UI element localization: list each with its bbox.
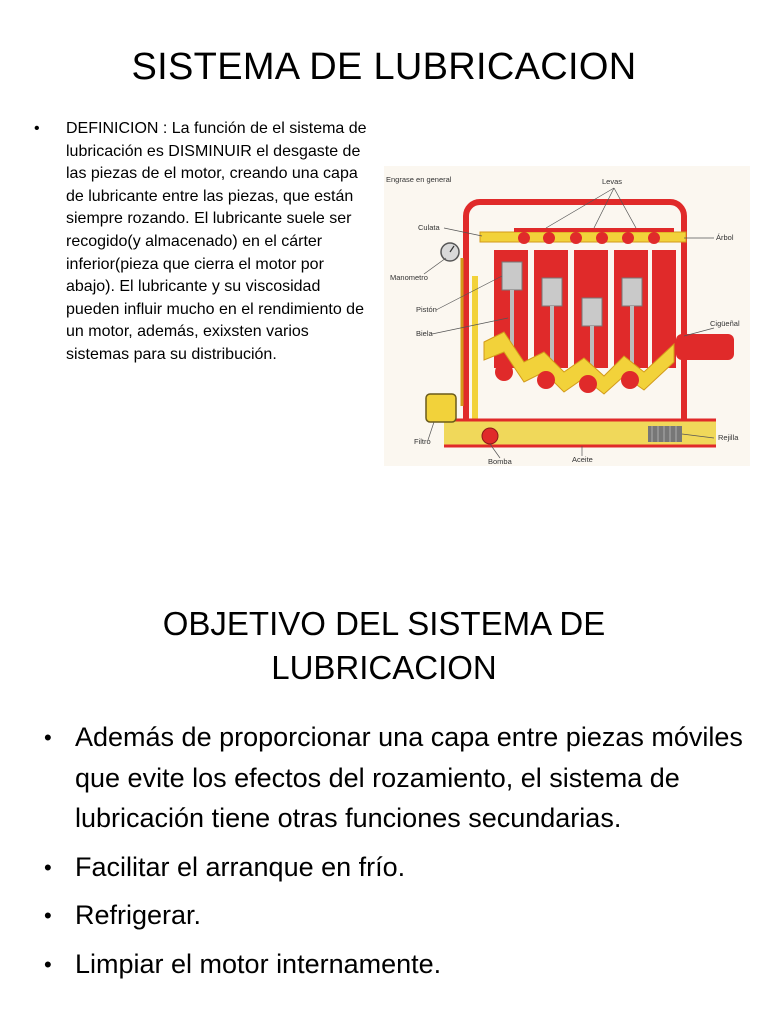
label-piston: Pistón bbox=[416, 305, 437, 314]
lubrication-system-diagram bbox=[384, 166, 750, 466]
list-item bbox=[44, 847, 744, 888]
label-filtro: Filtro bbox=[414, 437, 431, 446]
definition-item bbox=[34, 118, 374, 367]
definition-text: DEFINICION : La función de el sistema de lubricación es DISMINUIR el desgaste de las piezas de el motor, creando una capa de lubricante entre las piezas, que están siempre rozando. El lubricante suele ser recogido(y almacenado) en el cárter inferior(pieza que cierra el motor por abajo). El lubricante y su viscosidad pueden influir mucho en el rendimiento de un motor, además, exixsten varios sistemas para su distribución. bbox=[66, 120, 367, 363]
label-engrase: Engrase en general bbox=[386, 175, 452, 184]
definition-list bbox=[34, 118, 374, 367]
label-arbol: Árbol bbox=[716, 233, 734, 242]
list-item-text: Además de proporcionar una capa entre piezas móviles que evite los efectos del rozamiento, el sistema de lubricación tiene otras funciones secundarias. bbox=[75, 722, 743, 833]
objective-list bbox=[44, 717, 744, 992]
bullet-icon: • bbox=[44, 725, 52, 750]
bullet-icon: • bbox=[34, 120, 40, 137]
list-item-text: Limpiar el motor internamente. bbox=[75, 948, 442, 979]
label-biela: Biela bbox=[416, 329, 433, 338]
list-item bbox=[44, 944, 744, 985]
label-culata: Culata bbox=[418, 223, 440, 232]
bullet-icon: • bbox=[44, 951, 52, 977]
list-item-text: Refrigerar. bbox=[75, 900, 202, 930]
bullet-icon: • bbox=[44, 903, 52, 928]
label-rejilla: Rejilla bbox=[718, 433, 739, 442]
label-ciguenal: Cigüeñal bbox=[710, 319, 740, 328]
bullet-icon: • bbox=[44, 854, 52, 880]
list-item bbox=[44, 717, 744, 839]
slide-title: SISTEMA DE LUBRICACION bbox=[131, 46, 637, 88]
label-bomba: Bomba bbox=[488, 457, 512, 466]
slide-title: OBJETIVO DEL SISTEMA DE LUBRICACION bbox=[162, 605, 606, 686]
label-levas: Levas bbox=[602, 177, 623, 186]
label-aceite: Aceite bbox=[572, 455, 593, 464]
list-item-text: Facilitar el arranque en frío. bbox=[75, 851, 406, 882]
list-item bbox=[44, 895, 744, 936]
slide-objetivo bbox=[0, 512, 768, 1024]
label-manometro: Manometro bbox=[390, 273, 428, 282]
